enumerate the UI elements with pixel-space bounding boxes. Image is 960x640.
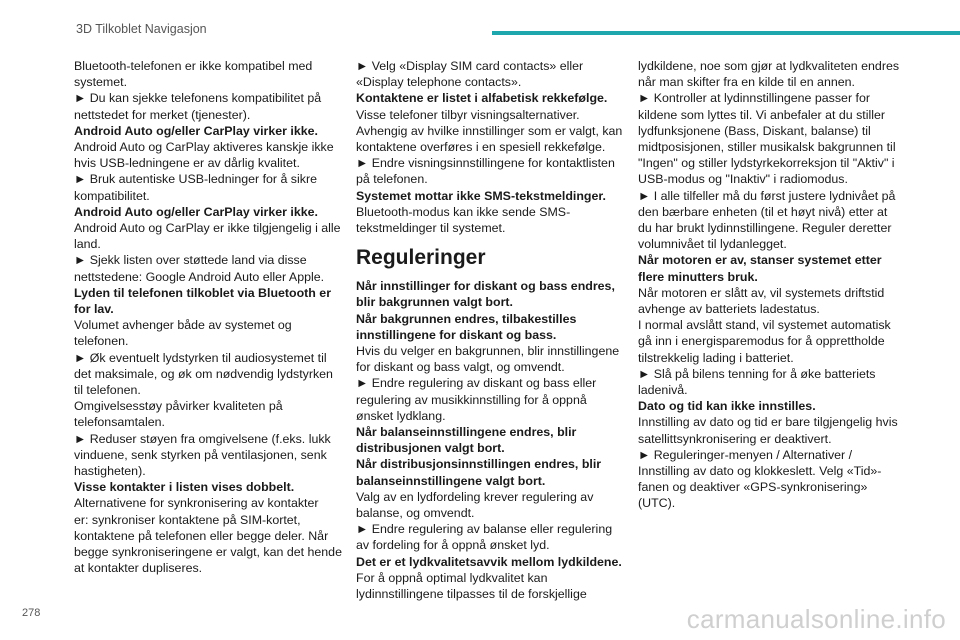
subheading: Systemet mottar ikke SMS-tekstmeldinger. — [356, 188, 606, 203]
paragraph: Innstilling av dato og tid er bare tilgjengelig hvis satellittsynkronisering er deaktivert. — [638, 415, 898, 446]
paragraph: Bluetooth-modus kan ikke sende SMS- tekstmeldinger til systemet. — [356, 204, 571, 236]
page-header-title: 3D Tilkoblet Navigasjon — [76, 22, 207, 36]
subheading: Android Auto og/eller CarPlay virker ikke. — [74, 204, 318, 219]
section-heading: Reguleringer — [356, 246, 486, 270]
paragraph: ► Endre visningsinnstillingene for kontaktlisten på telefonen. — [356, 156, 615, 187]
paragraph: Alternativene for synkronisering av kontakter er: synkroniser kontaktene på SIM-kortet, kontaktene på telefonen eller begge deler. Når begge synkroniseringene er valgt, kan det hende at kontakter dupliseres. — [74, 496, 342, 576]
text-column-1 — [74, 58, 344, 577]
subheading: Kontaktene er listet i alfabetisk rekkefølge. — [356, 91, 608, 106]
subheading: Dato og tid kan ikke innstilles. — [638, 399, 816, 414]
paragraph: ► Slå på bilens tenning for å øke batteriets ladenivå. — [638, 366, 876, 398]
header-accent-bar — [492, 31, 960, 35]
paragraph: ► Reguleringer-menyen / Alternativer / Innstilling av dato og klokkeslett. Velg «Tid»- fanen og deaktiver «GPS-synkronisering» (UTC). — [638, 447, 882, 511]
paragraph: Når motoren er slått av, vil systemets driftstid avhenge av batteriets ladestatus. — [638, 285, 885, 317]
subheading: Når bakgrunnen endres, tilbakestilles innstillingene for diskant og bass. — [356, 311, 577, 342]
paragraph: ► Velg «Display SIM card contacts» eller «Display telephone contacts». — [356, 59, 584, 90]
paragraph: Valg av en lydfordeling krever regulering av balanse, og omvendt. — [356, 489, 594, 521]
paragraph: ► I alle tilfeller må du først justere lydnivået på den bærbare enheten (til et høyt nivå) etter at du har brukt lydinnstillingene. Reguler deretter volumnivået til lydanlegget. — [638, 188, 896, 252]
subheading: Android Auto og/eller CarPlay virker ikke. — [74, 123, 318, 138]
paragraph: Omgivelsesstøy påvirker kvaliteten på telefonsamtalen. — [74, 399, 283, 430]
subheading: Når distribusjonsinnstillingen endres, blir balanseinnstillingene valgt bort. — [356, 457, 602, 488]
paragraph: ► Øk eventuelt lydstyrken til audiosystemet til det maksimale, og øk om nødvendig lydstyrken til telefonen. — [74, 350, 333, 398]
paragraph: For å oppnå optimal lydkvalitet kan lydinnstillingene tilpasses til de forskjellige — [356, 570, 587, 602]
subheading: Lyden til telefonen tilkoblet via Bluetooth er for lav. — [74, 285, 332, 317]
paragraph: ► Endre regulering av balanse eller regulering av fordeling for å oppnå ønsket lyd. — [356, 522, 613, 553]
paragraph: I normal avslått stand, vil systemet automatisk gå inn i energisparemodus for å opprettholde tilstrekkelig lading i batteriet. — [638, 318, 891, 365]
subheading: Det er et lydkvalitetsavvik mellom lydkildene. — [356, 554, 622, 569]
subheading: Når balanseinnstillingene endres, blir distribusjonen valgt bort. — [356, 425, 577, 456]
paragraph: Bluetooth-telefonen er ikke kompatibel med systemet. — [74, 59, 313, 90]
paragraph: Hvis du velger en bakgrunnen, blir innstillingene for diskant og bass valgt, og omvendt. — [356, 344, 620, 375]
paragraph: ► Kontroller at lydinnstillingene passer for kildene som lyttes til. Vi anbefaler at du stiller lydfunksjonene (Bass, Diskant, balanse) til midtposisjonen, stiller musikalsk bakgrunnen til "Ingen" og stiller lydstyrkekorreksjon til "Aktiv" i USB-modus og "Inaktiv" i radiomodus. — [638, 91, 896, 187]
paragraph: Volumet avhenger både av systemet og telefonen. — [74, 318, 292, 349]
paragraph: ► Endre regulering av diskant og bass eller regulering av musikkinnstilling for å oppnå ønsket lydklang. — [356, 376, 597, 423]
subheading: Visse kontakter i listen vises dobbelt. — [74, 480, 295, 495]
paragraph: ► Bruk autentiske USB-ledninger for å sikre kompatibilitet. — [74, 172, 317, 203]
paragraph: Visse telefoner tilbyr visningsalternativer. Avhengig av hvilke innstillinger som er valgt, kan kontaktene overføres i en spesiell rekkefølge. — [356, 107, 623, 155]
paragraph: lydkildene, noe som gjør at lydkvaliteten endres når man skifter fra en kilde til en annen. — [638, 59, 900, 90]
paragraph: Android Auto og CarPlay aktiveres kanskje ikke hvis USB-ledningene er av dårlig kvalitet. — [74, 140, 334, 171]
subheading: Når motoren er av, stanser systemet etter flere minutters bruk. — [638, 253, 882, 284]
watermark: carmanualsonline.info — [686, 604, 946, 634]
subheading: Når innstillinger for diskant og bass endres, blir bakgrunnen valgt bort. — [356, 279, 615, 310]
column-2-bottom — [356, 278, 626, 602]
page-number: 278 — [22, 607, 41, 619]
column-2-top — [356, 58, 626, 236]
paragraph: ► Reduser støyen fra omgivelsene (f.eks. lukk vinduene, senk styrken på ventilasjonen, senk hastigheten). — [74, 431, 331, 479]
text-column-3 — [638, 58, 908, 512]
paragraph: ► Sjekk listen over støttede land via disse nettstedene: Google Android Auto eller Apple. — [74, 253, 325, 284]
paragraph: ► Du kan sjekke telefonens kompatibilitet på nettstedet for merket (tjenester). — [74, 91, 322, 122]
text-column-2 — [356, 58, 626, 602]
paragraph: Android Auto og CarPlay er ikke tilgjengelig i alle land. — [74, 221, 341, 252]
